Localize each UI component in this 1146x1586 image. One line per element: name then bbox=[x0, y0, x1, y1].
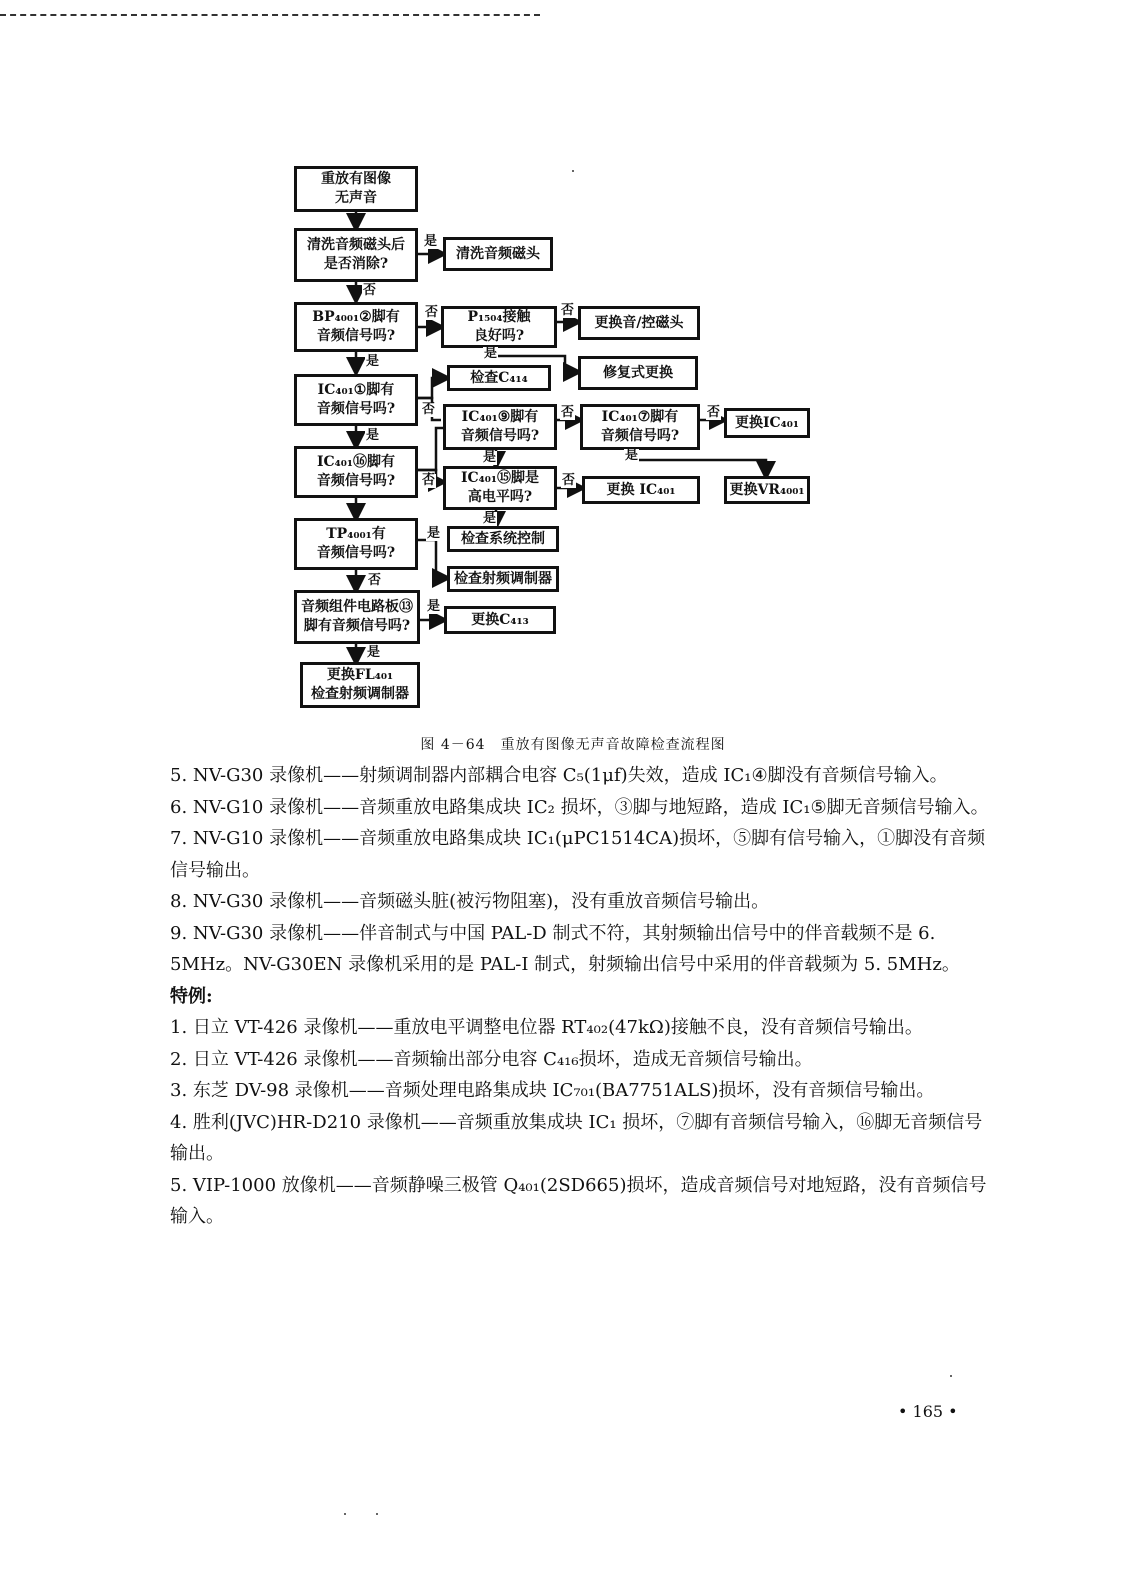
figure-caption: 图 4－64 重放有图像无声音故障检查流程图 bbox=[420, 737, 726, 753]
node-ic401-pin15-question: IC₄₀₁⑮脚是 高电平吗? bbox=[443, 466, 557, 510]
paragraph: 8. NV-G30 录像机——音频磁头脏(被污物阻塞)，没有重放音频信号输出。 bbox=[170, 891, 770, 912]
edge-label: 否 bbox=[707, 405, 721, 420]
edge-label: 否 bbox=[363, 283, 377, 298]
scan-speck bbox=[572, 170, 574, 172]
edge-label: 是 bbox=[625, 448, 639, 463]
edge-label: 否 bbox=[561, 303, 575, 318]
special-case-item: 3. 东芝 DV-98 录像机——音频处理电路集成块 IC₇₀₁(BA7751ALS)损坏，没有音频信号输出。 bbox=[170, 1080, 935, 1101]
paragraph: 9. NV-G30 录像机——伴音制式与中国 PAL-D 制式不符，其射频输出信号中的伴音载频不是 6. 5MHz。NV-G30EN 录像机采用的是 PAL-I 制式，射频输出信号中采用的伴音载频为 5. 5MHz。 bbox=[170, 922, 960, 975]
edge-label: 否 bbox=[561, 405, 575, 420]
special-case-item: 1. 日立 VT-426 录像机——重放电平调整电位器 RT₄₀₂(47kΩ)接触不良，没有音频信号输出。 bbox=[170, 1017, 923, 1038]
body-text bbox=[170, 760, 990, 1233]
node-ic401-pin16-question: IC₄₀₁⑯脚有 音频信号吗? bbox=[294, 446, 418, 498]
edge-label: 是 bbox=[427, 599, 441, 614]
special-case-item: 4. 胜利(JVC)HR-D210 录像机——音频重放集成块 IC₁ 损坏，⑦脚有音频信号输入，⑯脚无音频信号输出。 bbox=[170, 1111, 983, 1164]
node-bp4001-question: BP₄₀₀₁②脚有 音频信号吗? bbox=[294, 302, 418, 352]
edge-label: 是 bbox=[424, 234, 438, 249]
scan-speck bbox=[376, 1513, 378, 1515]
special-cases-heading: 特例: bbox=[170, 985, 213, 1007]
node-clean-head-question: 清洗音频磁头后 是否消除? bbox=[294, 228, 418, 282]
node-replace-c413: 更换C₄₁₃ bbox=[444, 606, 556, 634]
edge-label: 是 bbox=[483, 511, 497, 526]
node-replace-audio-head: 更换音/控磁头 bbox=[578, 306, 700, 340]
node-check-system-control: 检查系统控制 bbox=[447, 526, 559, 552]
scan-speck bbox=[344, 1513, 346, 1515]
node-replace-vr4001: 更换VR₄₀₀₁ bbox=[724, 476, 810, 504]
edge-label: 是 bbox=[366, 428, 380, 443]
paragraph: 6. NV-G10 录像机——音频重放电路集成块 IC₂ 损坏，③脚与地短路，造成 IC₁⑤脚无音频信号输入。 bbox=[170, 796, 989, 818]
edge-label: 否 bbox=[425, 305, 439, 320]
paragraph: 7. NV-G10 录像机——音频重放电路集成块 IC₁(μPC1514CA)损坏，⑤脚有信号输入，①脚没有音频信号输出。 bbox=[170, 828, 986, 881]
special-case-item: 5. VIP-1000 放像机——音频静噪三极管 Q₄₀₁(2SD665)损坏，造成音频信号对地短路，没有音频信号输入。 bbox=[170, 1174, 987, 1227]
node-p1504-question: P₁₅₀₄接触 良好吗? bbox=[441, 306, 557, 348]
node-ic401-pin9-question: IC₄₀₁⑨脚有 音频信号吗? bbox=[443, 404, 557, 450]
edge-label: 是 bbox=[427, 526, 441, 541]
edge-label: 是 bbox=[366, 354, 380, 369]
flowchart-connectors bbox=[0, 0, 1146, 720]
edge-label: 是 bbox=[483, 450, 497, 465]
node-replace-fl401: 更换FL₄₀₁ 检查射频调制器 bbox=[300, 662, 420, 708]
scan-speck bbox=[950, 1375, 952, 1377]
edge-label: 是 bbox=[484, 346, 498, 361]
edge-label: 否 bbox=[422, 473, 436, 488]
node-replace-ic401-b: 更换 IC₄₀₁ bbox=[582, 476, 700, 504]
paragraph: 5. NV-G30 录像机——射频调制器内部耦合电容 C₅(1μf)失效，造成 IC₁④脚没有音频信号输入。 bbox=[170, 765, 948, 786]
node-clean-head: 清洗音频磁头 bbox=[443, 237, 553, 271]
edge-label: 是 bbox=[367, 645, 381, 660]
edge-label: 否 bbox=[422, 402, 436, 417]
node-audio-board-pin13-question: 音频组件电路板⑬ 脚有音频信号吗? bbox=[294, 590, 420, 644]
node-repair: 修复式更换 bbox=[578, 356, 698, 390]
node-ic401-pin7-question: IC₄₀₁⑦脚有 音频信号吗? bbox=[580, 404, 700, 450]
node-start: 重放有图像 无声音 bbox=[294, 166, 418, 212]
node-replace-ic401-a: 更换IC₄₀₁ bbox=[724, 408, 810, 438]
edge-label: 否 bbox=[562, 473, 576, 488]
node-tp4001-question: TP₄₀₀₁有 音频信号吗? bbox=[294, 518, 418, 570]
node-ic401-pin1-question: IC₄₀₁①脚有 音频信号吗? bbox=[294, 374, 418, 426]
node-check-c414: 检查C₄₁₄ bbox=[447, 365, 551, 391]
page-number: • 165 • bbox=[898, 1402, 958, 1421]
node-check-rf-modulator: 检查射频调制器 bbox=[447, 566, 559, 592]
edge-label: 否 bbox=[368, 573, 382, 588]
special-case-item: 2. 日立 VT-426 录像机——音频输出部分电容 C₄₁₆损坏，造成无音频信号输出。 bbox=[170, 1048, 813, 1070]
